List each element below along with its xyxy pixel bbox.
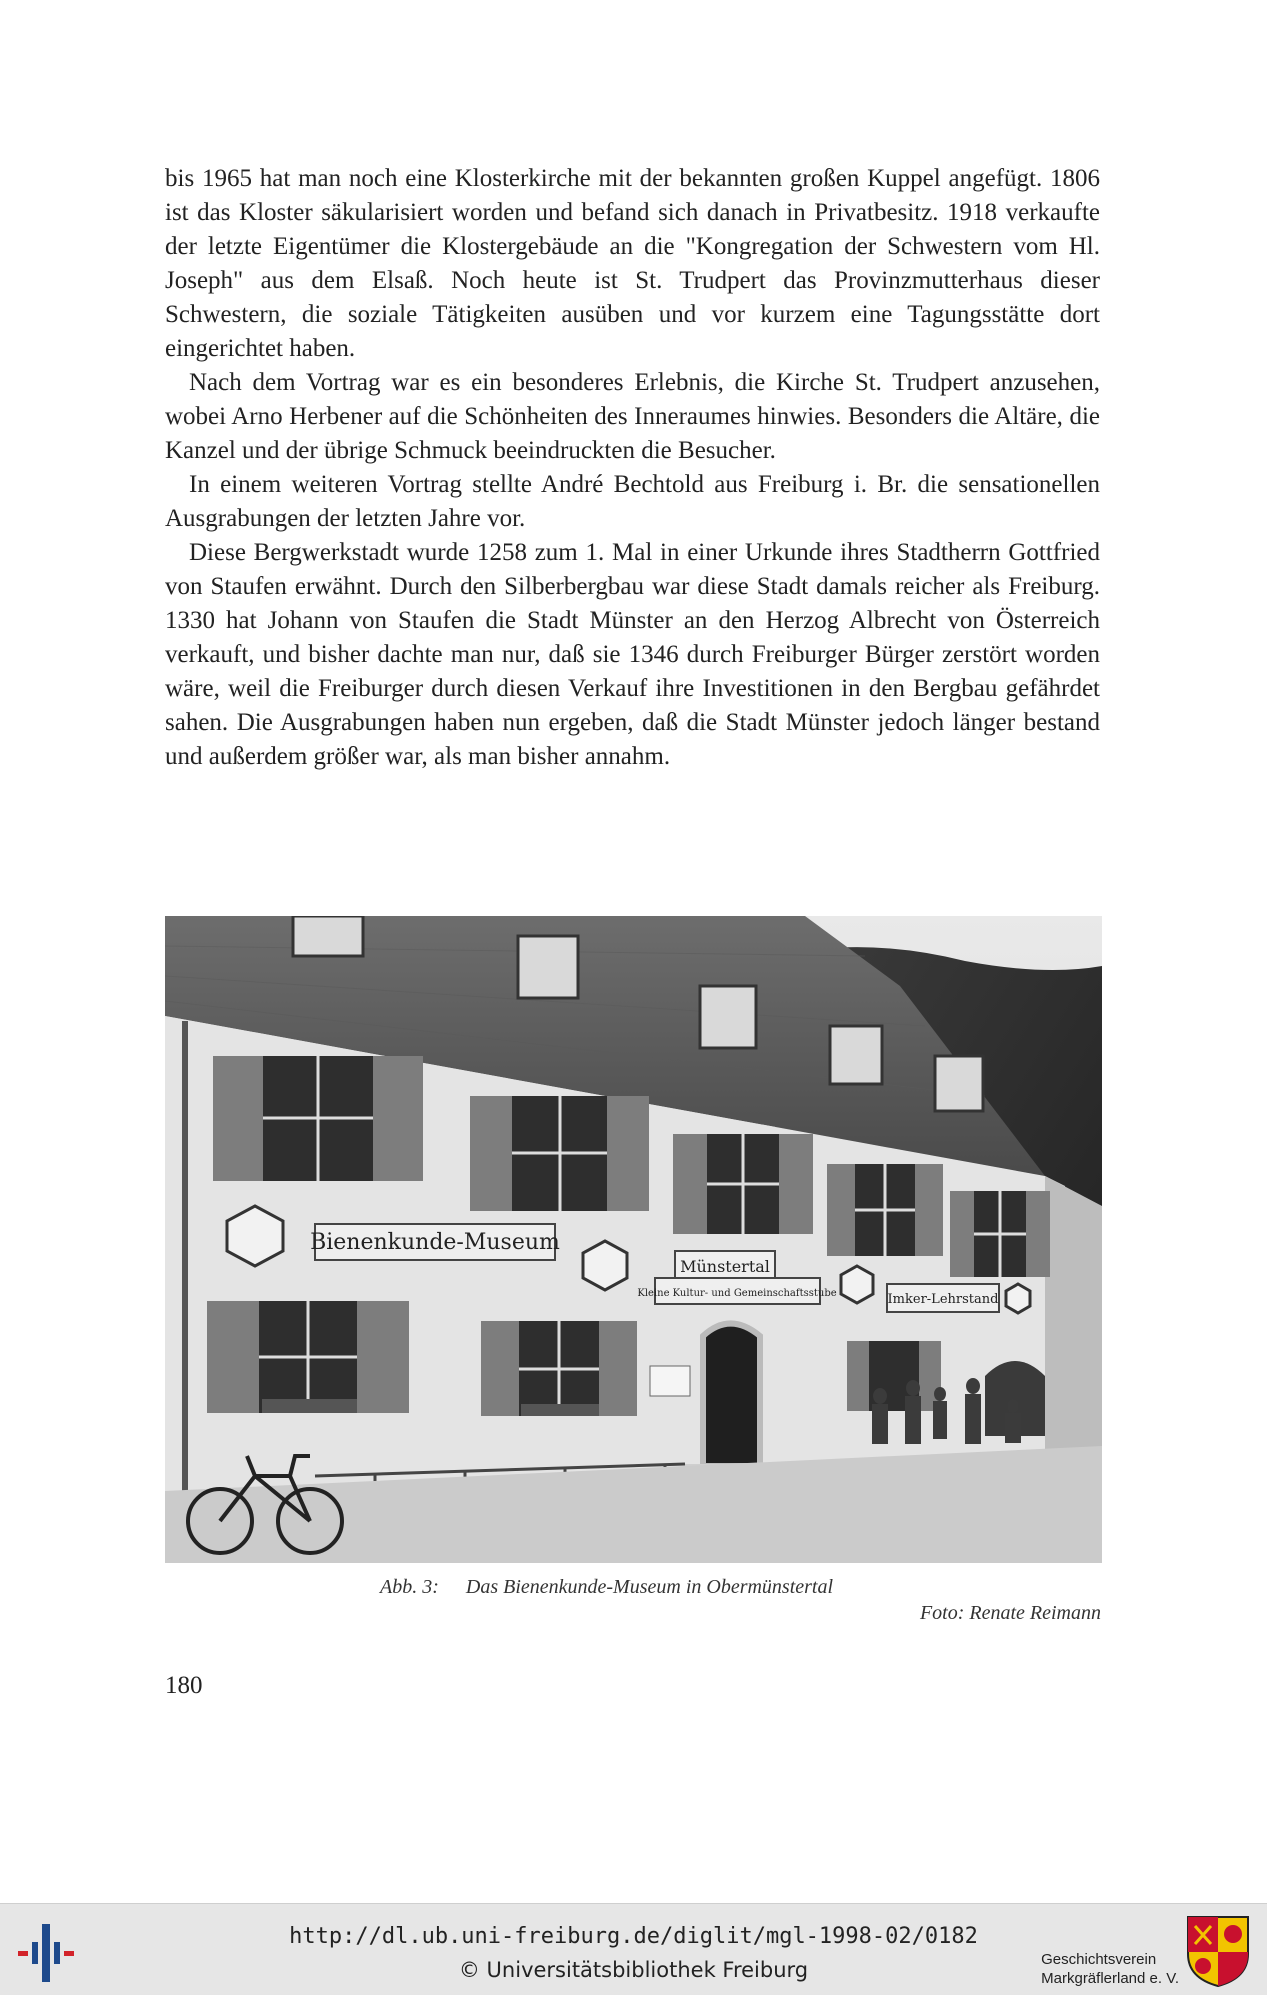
museum-photo bbox=[165, 916, 1102, 1563]
document-url-link[interactable]: http://dl.ub.uni-freiburg.de/diglit/mgl-1998-02/0182 bbox=[289, 1924, 978, 1949]
photo-credit: Foto: Renate Reimann bbox=[919, 1602, 1101, 1624]
sign-museum: Bienenkunde-Museum bbox=[310, 1230, 560, 1255]
paragraph-3: In einem weiteren Vortrag stellte André Bechtold aus Freiburg i. Br. die sensationellen Ausgrabungen der letzten Jahre vor. bbox=[165, 471, 1100, 532]
caption-text: Das Bienenkunde-Museum in Obermünstertal bbox=[465, 1576, 834, 1598]
sign-place: Münstertal bbox=[680, 1257, 770, 1276]
caption-number: Abb. 3: bbox=[380, 1576, 439, 1598]
museum-photo-drawing bbox=[165, 916, 1102, 1563]
paragraph-2: Nach dem Vortrag war es ein besonderes Erlebnis, die Kirche St. Trudpert anzusehen, wobei Arno Herbener auf die Schönheiten des Inneraumes hinwies. Besonders die Altäre, die Kanzel und der übrige Schmuck beeindruckten die Besucher. bbox=[165, 369, 1100, 464]
body-text bbox=[165, 162, 1100, 774]
society-line-2: Markgräflerland e. V. bbox=[1041, 1970, 1179, 1987]
viewer-footer bbox=[0, 1903, 1267, 1995]
paragraph-1: bis 1965 hat man noch eine Klosterkirche mit der bekannten großen Kuppel angefügt. 1806 ist das Kloster säkularisiert worden und befand sich danach in Privatbesitz. 1918 verkaufte der letzte Eigentümer die Klostergebäude an die "Kongregation der Schwestern vom Hl. Joseph" aus dem Elsaß. Noch heute ist St. Trudpert das Provinzmutterhaus dieser Schwestern, die soziale Tätigkeiten ausüben und vor kurzem eine Tagungsstätte dort eingerichtet haben. bbox=[165, 165, 1100, 362]
figure-caption bbox=[380, 1576, 833, 1599]
sign-small: Kleine Kultur- und Gemeinschaftsstube bbox=[637, 1288, 837, 1299]
sign-right: Imker-Lehrstand bbox=[887, 1292, 999, 1307]
society-name[interactable] bbox=[1041, 1950, 1179, 1988]
page-number: 180 bbox=[165, 1672, 203, 1699]
paragraph-4: Diese Bergwerkstadt wurde 1258 zum 1. Mal in einer Urkunde ihres Stadtherrn Gottfried von Staufen erwähnt. Durch den Silberbergbau war diese Stadt damals reicher als Freiburg. 1330 hat Johann von Staufen die Stadt Münster an den Herzog Albrecht von Österreich verkauft, und bisher dachte man nur, daß sie 1346 durch Freiburger Bürger zerstört worden wäre, weil die Freiburger durch diesen Verkauf ihre Investitionen in den Bergbau gefährdet sahen. Die Ausgrabungen haben nun ergeben, daß die Stadt Münster jedoch länger bestand und außerdem größer war, als man bisher annahm. bbox=[165, 539, 1100, 770]
copyright-text: © Universitätsbibliothek Freiburg bbox=[458, 1958, 809, 1982]
society-crest-icon[interactable] bbox=[1185, 1914, 1251, 1988]
society-line-1: Geschichtsverein bbox=[1041, 1951, 1157, 1968]
